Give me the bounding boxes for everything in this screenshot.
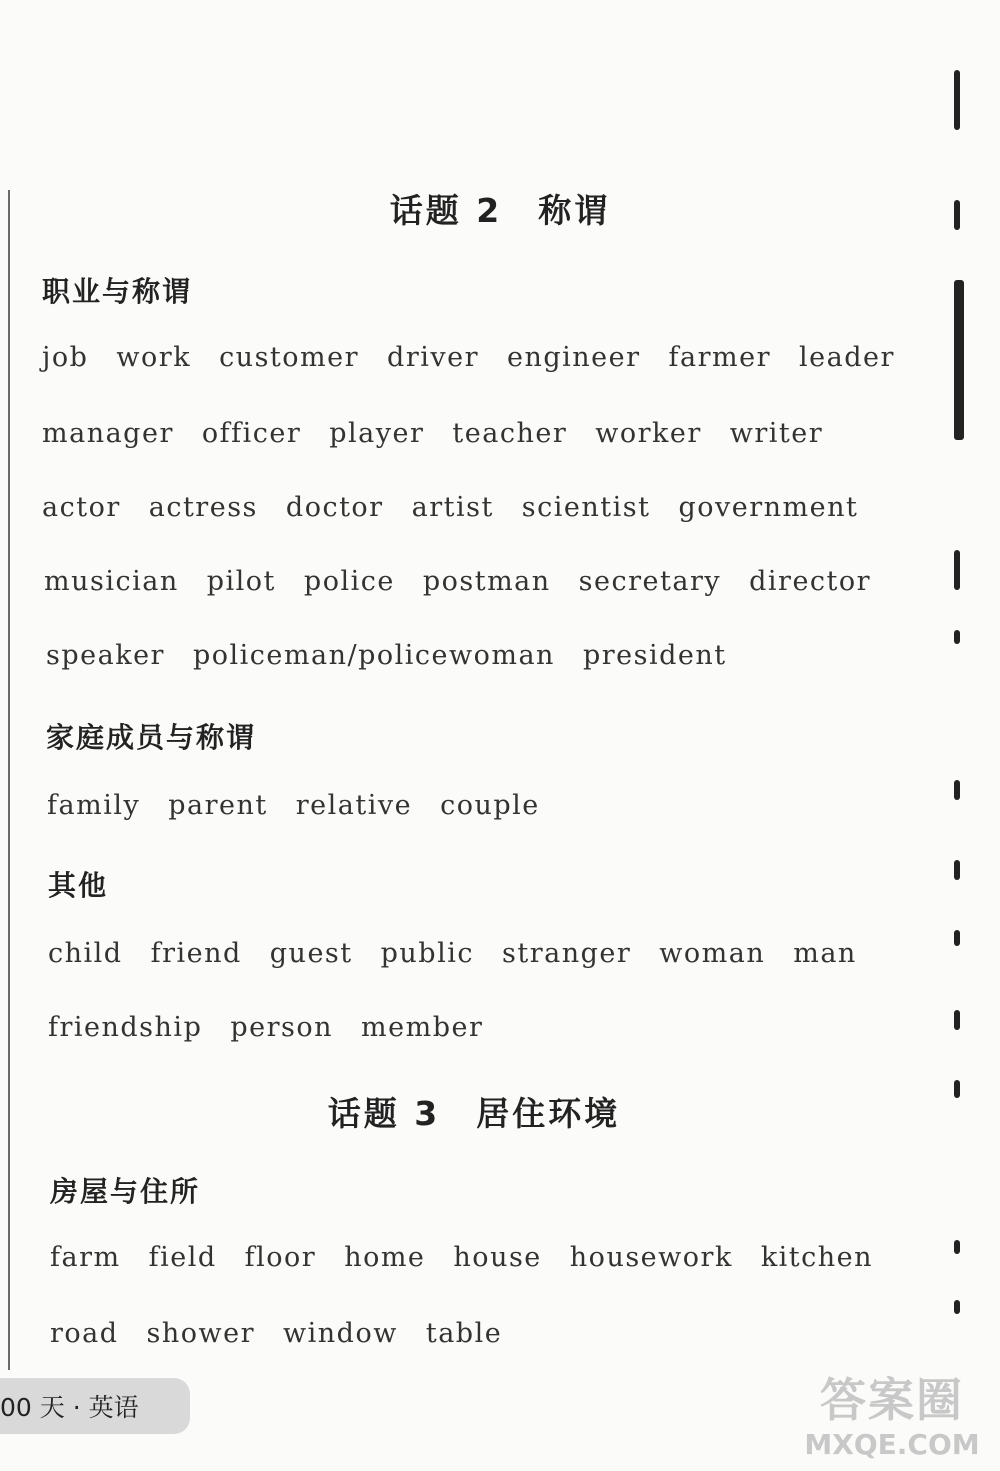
word: shower	[146, 1318, 256, 1349]
word: farm	[50, 1242, 121, 1273]
word: president	[582, 640, 727, 671]
word: stranger	[501, 938, 632, 969]
word: couple	[440, 790, 540, 821]
word: housework	[569, 1242, 733, 1273]
word: window	[283, 1318, 398, 1349]
word-line	[46, 640, 755, 671]
word: director	[749, 566, 872, 597]
word: woman	[659, 938, 766, 969]
section-heading-family: 家庭成员与称谓	[46, 721, 257, 754]
word: postman	[422, 566, 551, 597]
word: teacher	[452, 418, 568, 449]
word: speaker	[46, 640, 165, 671]
word: police	[303, 566, 395, 597]
word: farmer	[668, 342, 772, 373]
topic-3-title: 话题 3 居住环境	[327, 1094, 621, 1133]
word-line	[42, 492, 886, 523]
scan-edge-marks	[950, 60, 970, 1440]
word: house	[453, 1242, 542, 1273]
section-heading-occupation: 职业与称谓	[42, 275, 193, 308]
word: member	[361, 1012, 484, 1043]
word-line	[48, 1012, 511, 1043]
word: friendship	[48, 1012, 203, 1043]
word: table	[425, 1318, 503, 1349]
word: work	[116, 342, 192, 373]
word-line	[50, 1242, 901, 1273]
word: field	[148, 1242, 217, 1273]
page-margin-line	[8, 190, 10, 1370]
word: policeman/policewoman	[192, 640, 555, 671]
footer-book-title: 00 天 · 英语	[0, 1393, 139, 1422]
word: man	[793, 938, 857, 969]
word: worker	[595, 418, 702, 449]
word: parent	[168, 790, 268, 821]
word: road	[50, 1318, 119, 1349]
word: child	[48, 938, 123, 969]
word: job	[42, 342, 89, 373]
word: pilot	[206, 566, 276, 597]
word: relative	[295, 790, 413, 821]
word: driver	[387, 342, 479, 373]
word: manager	[42, 418, 174, 449]
word-line	[50, 1318, 530, 1349]
word: leader	[799, 342, 895, 373]
word: home	[344, 1242, 426, 1273]
watermark-title: 答案圈	[820, 1373, 964, 1427]
section-heading-others: 其他	[48, 869, 109, 902]
section-heading-housing: 房屋与住所	[50, 1175, 201, 1208]
word: officer	[201, 418, 302, 449]
word-line	[42, 418, 851, 449]
word: friend	[150, 938, 242, 969]
word: writer	[729, 418, 824, 449]
word: floor	[244, 1242, 317, 1273]
watermark-logo	[792, 1372, 992, 1467]
word: kitchen	[760, 1242, 874, 1273]
word: actor	[42, 492, 121, 523]
word: secretary	[578, 566, 722, 597]
word: person	[230, 1012, 334, 1043]
word-line	[42, 342, 923, 373]
word: guest	[269, 938, 353, 969]
word-line	[48, 938, 885, 969]
watermark-url: MXQE.COM	[804, 1428, 980, 1461]
word: customer	[219, 342, 360, 373]
word: scientist	[521, 492, 651, 523]
word: doctor	[285, 492, 384, 523]
topic-2-title: 话题 2 称谓	[389, 191, 611, 230]
word: artist	[411, 492, 494, 523]
word: musician	[44, 566, 179, 597]
word: public	[380, 938, 474, 969]
word: family	[47, 790, 141, 821]
word: actress	[148, 492, 258, 523]
word-line	[47, 790, 568, 821]
word: player	[329, 418, 425, 449]
word: government	[678, 492, 859, 523]
word: engineer	[507, 342, 641, 373]
word-line	[44, 566, 899, 597]
